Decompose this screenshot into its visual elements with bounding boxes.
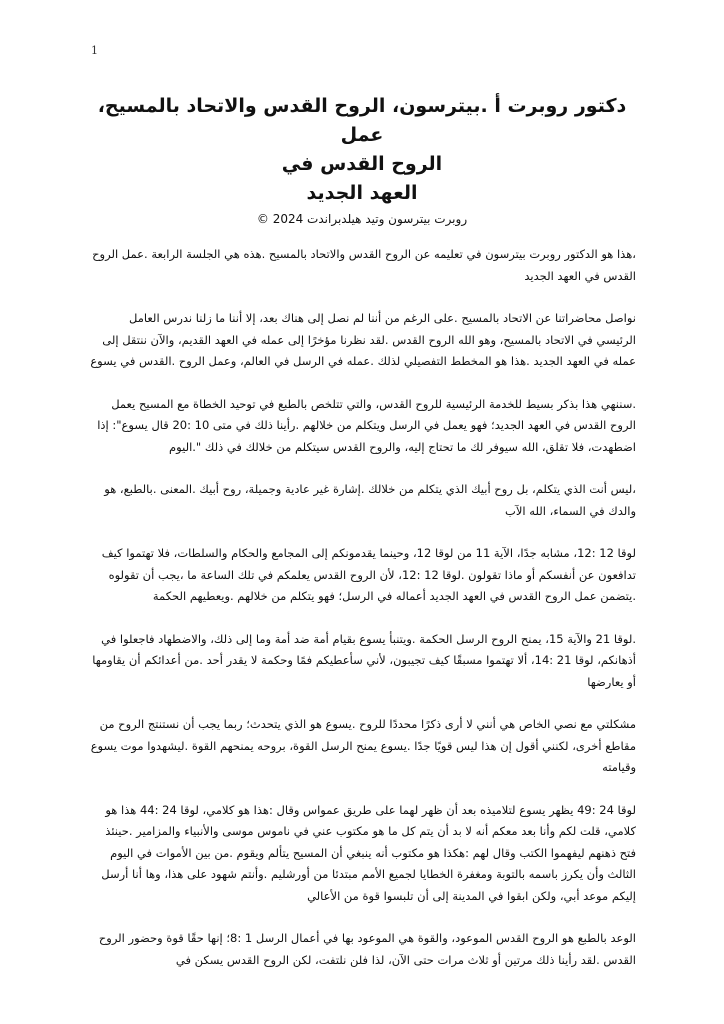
page-number: 1 [91, 44, 98, 57]
title-line-1: دكتور روبرت أ .بيترسون، الروح القدس والاتحاد بالمسيح، عمل [97, 95, 627, 146]
copyright-line: روبرت بيترسون وتيد هيلدبراندت 2024 © [256, 212, 468, 226]
paragraph-3: .سننهي هذا بذكر بسيط للخدمة الرئيسية للروح القدس، والتي تتلخص بالطبع في توحيد الخطاة مع المسيح يعمل الروح القدس في العهد الجديد؛ فهو يعمل في الرسل ويتكلم من خلالهم .رأينا ذلك في متى 10 :20 قال يسوع": إذا اضطهدت، فلا تقلق، الله سيوفر لك ما تحتاج إليه، والروح القدس سيتكلم من خلالك في ذلك ".اليوم [97, 396, 636, 454]
document-body [88, 92, 636, 971]
title-line-2: الروح القدس في [281, 153, 443, 175]
paragraph-2: نواصل محاضراتنا عن الاتحاد بالمسيح .على الرغم من أننا لم نصل إلى هناك بعد، إلا أننا ما زلنا ندرس العامل الرئيسي في الاتحاد بالمسيح، وهو الله الروح القدس .لقد نظرنا مؤخرًا إلى عمله في العهد القديم، والآن ننتقل إلى عمله في العهد الجديد .هذا هو المخطط التفصيلي لذلك .عمله في الرسل في العالم، وعمل الروح .القدس في يسوع [90, 311, 636, 368]
document-title [88, 92, 636, 208]
paragraph-4: ،ليس أنت الذي يتكلم، بل روح أبيك الذي يتكلم من خلالك .إشارة غير عادية وجميلة، روح أبيك .المعنى .بالطبع، هو والدك في السماء، الله الآب [104, 482, 636, 518]
paragraph-8: لوقا 24 :49 يظهر يسوع لتلاميذه بعد أن ظهر لهما على طريق عمواس وقال :هذا هو كلامي، لوقا 24 :44 هذا هو كلامي، قلت لكم وأنا بعد معكم أنه لا بد أن يتم كل ما هو مكتوب عني في ناموس موسى والأنبياء والمزامير .حينئذ فتح ذهنهم ليفهموا الكتب وقال لهم :هكذا هو مكتوب أنه ينبغي أن المسيح يتألم ويقوم .من بين الأموات في اليوم الثالث وأن يكرز باسمه بالتوبة ومغفرة الخطايا لجميع الأمم مبتدئا من أورشليم .وأنتم شهود على هذا، وها أنا أرسل إليكم موعد أبي، ولكن ابقوا في المدينة إلى أن تلبسوا قوة من الأعالي [101, 802, 636, 903]
paragraph-1: ،هذا هو الدكتور روبرت بيترسون في تعليمه عن الروح القدس والاتحاد بالمسيح .هذه هي الجلسة الرابعة .عمل الروح القدس في العهد الجديد [92, 247, 636, 283]
paragraph-7: مشكلتي مع نصي الخاص هي أنني لا أرى ذكرًا محددًا للروح .يسوع هو الذي يتحدث؛ ربما يجب أن نستنتج الروح من مقاطع أخرى، لكنني أقول إن هذا ليس قويًا جدًا .يسوع يمنح الرسل القوة، بروحه يمنحهم القوة .ليشهدوا موت يسوع وقيامته [90, 717, 636, 774]
title-line-3: العهد الجديد [306, 182, 418, 204]
paragraph-6: .لوقا 21 والآية 15، يمنح الروح الرسل الحكمة .ويتنبأ يسوع بقيام أمة ضد أمة وما إلى ذلك، والاضطهاد فاجعلوا في أذهانكم، لوقا 21 :14، ألا تهتموا مسبقًا كيف تجيبون، لأني سأعطيكم فمًا وحكمة لا يقدر أحد .من أعدائكم أن يقاومها أو يعارضها [92, 631, 636, 689]
paragraph-5: لوقا 12 :12، مشابه جدًا، الآية 11 من لوقا 12، وحينما يقدمونكم إلى المجامع والحكام والسلطات، فلا تهتموا كيف تدافعون عن أنفسكم أو ماذا تقولون .لوقا 12 :12، لأن الروح القدس يعلمكم في تلك الساعة ما ،يجب أن تقولوه .يتضمن عمل الروح القدس في العهد الجديد أعماله في الرسل؛ فهو يتكلم من خلالهم .ويعطيهم الحكمة [101, 546, 636, 603]
paragraph-9: الوعد بالطبع هو الروح القدس الموعود، والقوة هي الموعود بها في أعمال الرسل 1 :8؛ إنها حقًا قوة وحضور الروح القدس .لقد رأينا ذلك مرتين أو ثلاث مرات حتى الآن، لذا فلن نلتفت، لكن الروح القدس يسكن في [98, 931, 636, 967]
